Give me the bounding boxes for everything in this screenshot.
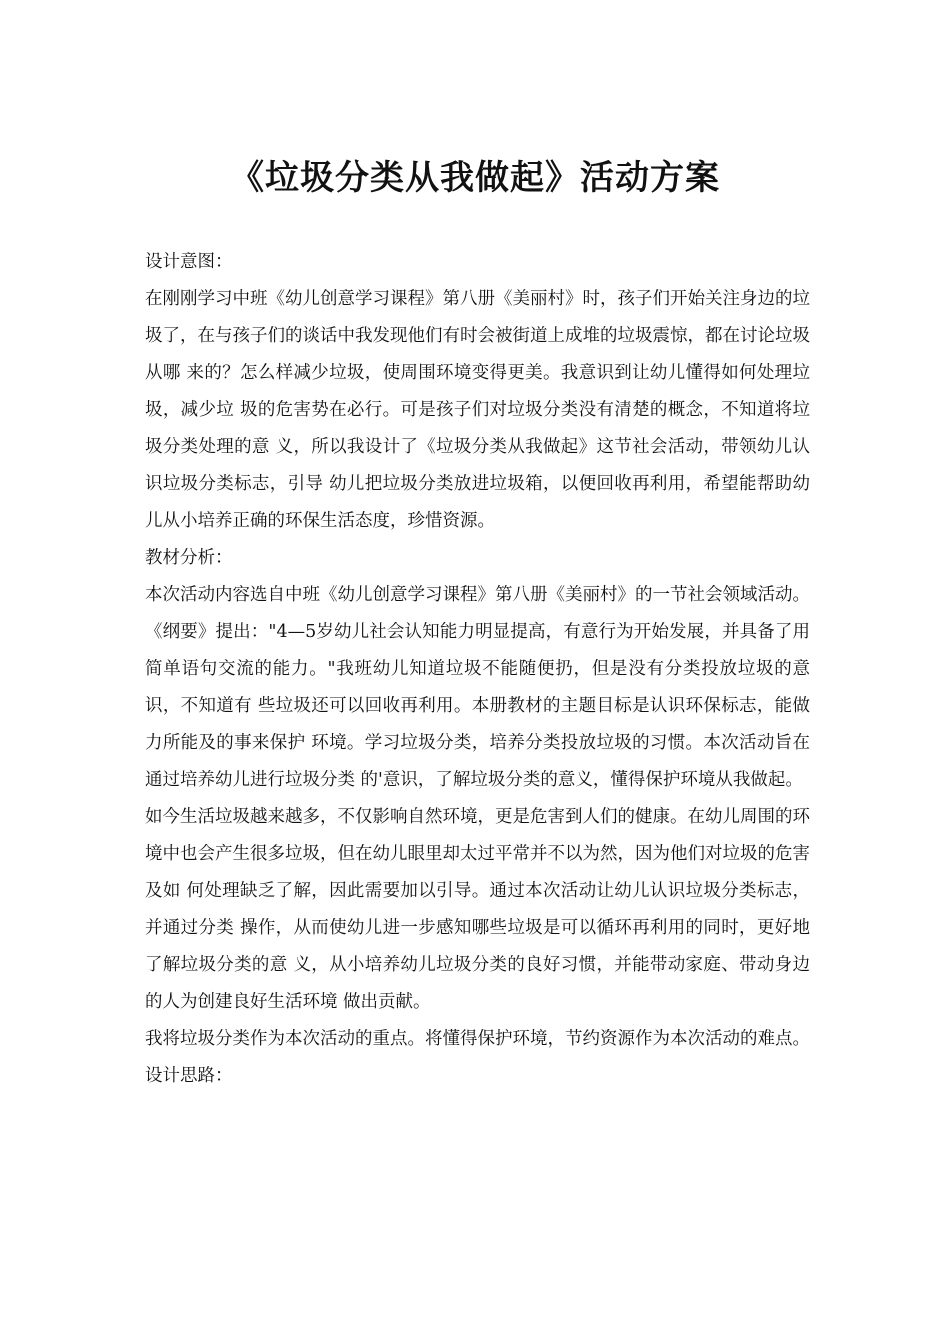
paragraph: 本次活动内容选自中班《幼儿创意学习课程》第八册《美丽村》的一节社会领域活动。 《纲要》提出："4—5岁幼儿社会认知能力明显提高，有意行为开始发展，并具备了用简单语句交流的能力。"我班幼儿知道垃圾不能随便扔，但是没有分类投放垃圾的意识，不知道有 些垃圾还可以回收再利用。本册教材的主题目标是认识环保标志，能做力所能及的事来保护 环境。学习垃圾分类，培养分类投放垃圾的习惯。本次活动旨在通过培养幼儿进行垃圾分类 的'意识，了解垃圾分类的意义，懂得保护环境从我做起。 <box>145 585 810 790</box>
paragraph: 如今生活垃圾越来越多，不仅影响自然环境，更是危害到人们的健康。在幼儿周围的环 境中也会产生很多垃圾，但在幼儿眼里却太过平常并不以为然，因为他们对垃圾的危害及如 何处理缺乏了解，因此需要加以引导。通过本次活动让幼儿认识垃圾分类标志，并通过分类 操作，从而使幼儿进一步感知哪些垃圾是可以循环再利用的同时，更好地了解垃圾分类的意 义，从小培养幼儿垃圾分类的良好习惯，并能带动家庭、带动身边的人为创建良好生活环境 做出贡献。 <box>145 807 810 1012</box>
paragraph: 在刚刚学习中班《幼儿创意学习课程》第八册《美丽村》时，孩子们开始关注身边的垃 圾了，在与孩子们的谈话中我发现他们有时会被街道上成堆的垃圾震惊，都在讨论垃圾从哪 来的？怎么样减少垃圾，使周围环境变得更美。我意识到让幼儿懂得如何处理垃圾，减少垃 圾的危害势在必行。可是孩子们对垃圾分类没有清楚的概念，不知道将垃圾分类处理的意 义，所以我设计了《垃圾分类从我做起》这节社会活动，带领幼儿认识垃圾分类标志，引导 幼儿把垃圾分类放进垃圾箱，以便回收再利用，希望能帮助幼儿从小培养正确的环保生活态度，珍惜资源。 <box>145 289 810 531</box>
document-body <box>145 244 810 1095</box>
paragraph: 我将垃圾分类作为本次活动的重点。将懂得保护环境，节约资源作为本次活动的难点。 <box>145 1029 810 1049</box>
section-heading-design-intent: 设计意图： <box>145 252 233 272</box>
document-title: 《垃圾分类从我做起》活动方案 <box>230 158 720 198</box>
section-heading-design-approach: 设计思路： <box>145 1066 233 1086</box>
section-heading-material-analysis: 教材分析： <box>145 548 233 568</box>
